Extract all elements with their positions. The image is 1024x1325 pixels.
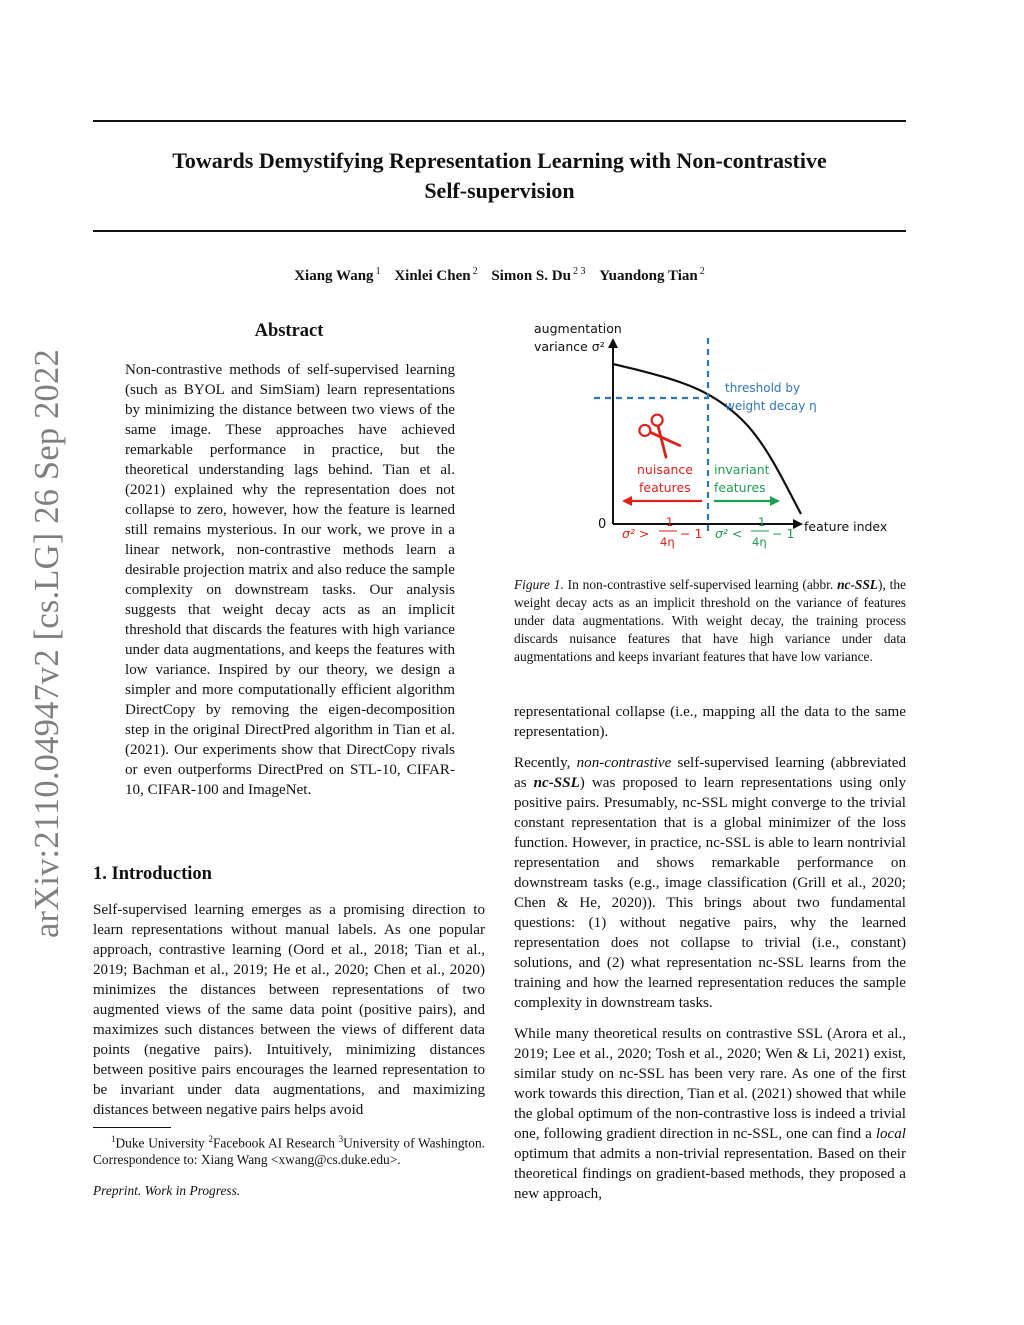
figure-1 xyxy=(520,318,906,550)
title-line-2: Self-supervision xyxy=(424,178,575,203)
paper-title xyxy=(93,146,906,206)
scissors-icon xyxy=(637,412,683,460)
author: Xinlei Chen $^2$ xyxy=(394,266,478,284)
right-column-text xyxy=(514,702,906,1215)
arxiv-stamp: arXiv:2110.04947v2 [cs.LG] 26 Sep 2022 xyxy=(28,349,66,938)
intro-paragraph: Self-supervised learning emerges as a promising direction to learn representations without manual labels. As one popular approach, contrastive learning (Oord et al., 2018; Tian et al., 2019; Bachman et al., 2019; He et al., 2020; Chen et al., 2020) minimizes the distances between representations of two augmented views of the same data point (positive pairs), and maximizes such distances between the views of different data points (negative pairs). Intuitively, minimizing distances between positive pairs encourages the learned representation to be invariant under data augmentations, and maximizing distances between negative pairs helps avoid xyxy=(93,902,485,1118)
svg-text:4η: 4η xyxy=(752,535,767,549)
author: Simon S. Du $^{2 3}$ xyxy=(491,266,586,284)
svg-text:− 1: − 1 xyxy=(680,526,703,541)
figure-caption: Figure 1. In non-contrastive self-supervised learning (abbr. nc-SSL), the weight decay acts as an implicit threshold on the variance of features under data augmentations. With weight decay, the training process discards nuisance features that have high variance under data augmentations and keeps invariant features that have low variance. xyxy=(514,577,906,664)
preprint-note: Preprint. Work in Progress. xyxy=(93,1183,241,1198)
nuisance-label-line-1: nuisance xyxy=(637,462,693,477)
footnote: $^1$Duke University $^2$Facebook AI Research $^3$University of Washington. Correspondence to: Xiang Wang <xwang@cs.duke.edu>. xyxy=(93,1134,486,1168)
nuisance-label-line-2: features xyxy=(639,480,691,495)
svg-text:1: 1 xyxy=(666,515,674,529)
paragraph: While many theoretical results on contrastive SSL (Arora et al., 2019; Lee et al., 2020; Tosh et al., 2020; Wen & Li, 2021) exist, similar study on nc-SSL has been very rare. As one of the first work towards this direction, Tian et al. (2021) showed that while the global optimum of the non-contrastive loss is indeed a trivial one, following gradient direction in nc-SSL, one can find a local optimum that admits a non-trivial representation. Based on their theoretical findings on gradient-based methods, they proposed a new approach, xyxy=(514,1026,906,1202)
author: Xiang Wang $^1$ xyxy=(294,266,381,284)
threshold-label-line-1: threshold by xyxy=(725,381,801,395)
y-axis-label-line-1: augmentation xyxy=(534,321,622,336)
title-bottom-rule xyxy=(93,230,906,232)
nuisance-condition xyxy=(622,515,702,549)
svg-text:σ² <: σ² < xyxy=(715,526,743,541)
x-axis-label: feature index xyxy=(804,519,888,534)
svg-text:− 1: − 1 xyxy=(772,526,795,541)
abstract-text: Non-contrastive methods of self-supervised learning (such as BYOL and SimSiam) learn representations by minimizing the distance between two views of the same image. These approaches have achieved remarkable performance in practice, but the theoretical understanding lags behind. Tian et al. (2021) explained why the representation does not collapse to zero, however, how the feature is learned still remains mysterious. In our work, we prove in a linear network, non-contrastive methods learn a desirable projection matrix and also reduce the sample complexity on downstream tasks. Our analysis suggests that weight decay acts as an implicit threshold that discards the features with high variance under data augmentations, and keeps the features with low variance. Inspired by our theory, we design a simpler and more computationally efficient algorithm DirectCopy by removing the eigen-decomposition step in the original DirectPred algorithm in Tian et al. (2021). Our experiments show that DirectCopy rivals or even outperforms DirectPred on STL-10, CIFAR-10, CIFAR-100 and ImageNet. xyxy=(125,362,455,798)
abstract-heading: Abstract xyxy=(254,321,324,341)
origin-label: 0 xyxy=(598,517,607,532)
title-line-1: Towards Demystifying Representation Learning with Non-contrastive xyxy=(172,148,827,173)
invariant-label-line-2: features xyxy=(714,480,766,495)
svg-text:σ² >: σ² > xyxy=(622,526,650,541)
threshold-label-line-2: weight decay η xyxy=(725,399,817,413)
author: Yuandong Tian $^2$ xyxy=(599,266,705,284)
svg-text:4η: 4η xyxy=(660,535,675,549)
top-rule xyxy=(93,120,906,122)
figure-1-diagram xyxy=(520,318,906,550)
paragraph: representational collapse (i.e., mapping all the data to the same representation). xyxy=(514,704,906,740)
footnote-rule xyxy=(93,1127,171,1128)
invariant-condition xyxy=(715,515,794,549)
paragraph: Recently, non-contrastive self-supervised learning (abbreviated as nc-SSL) was proposed to learn representations using only positive pairs. Presumably, nc-SSL might converge to the trivial constant representation that is a global minimizer of the loss function. However, in practice, nc-SSL is able to learn nontrivial representation and shows remarkable performance on downstream tasks (e.g., image classification (Grill et al., 2020; Chen & He, 2020)). This brings about two fundamental questions: (1) without negative pairs, why the learned representation does not collapse to trivial (i.e., constant) solutions, and (2) what representation nc-SSL learns from the training and how the learned representation reduces the sample complexity in downstream tasks. xyxy=(514,755,907,1011)
svg-text:1: 1 xyxy=(758,515,766,529)
author-list xyxy=(93,266,906,285)
invariant-label-line-1: invariant xyxy=(714,462,770,477)
figure-label: Figure 1. xyxy=(514,577,564,592)
intro-heading: 1. Introduction xyxy=(93,864,212,884)
y-axis-label-line-2: variance σ² xyxy=(534,339,605,354)
